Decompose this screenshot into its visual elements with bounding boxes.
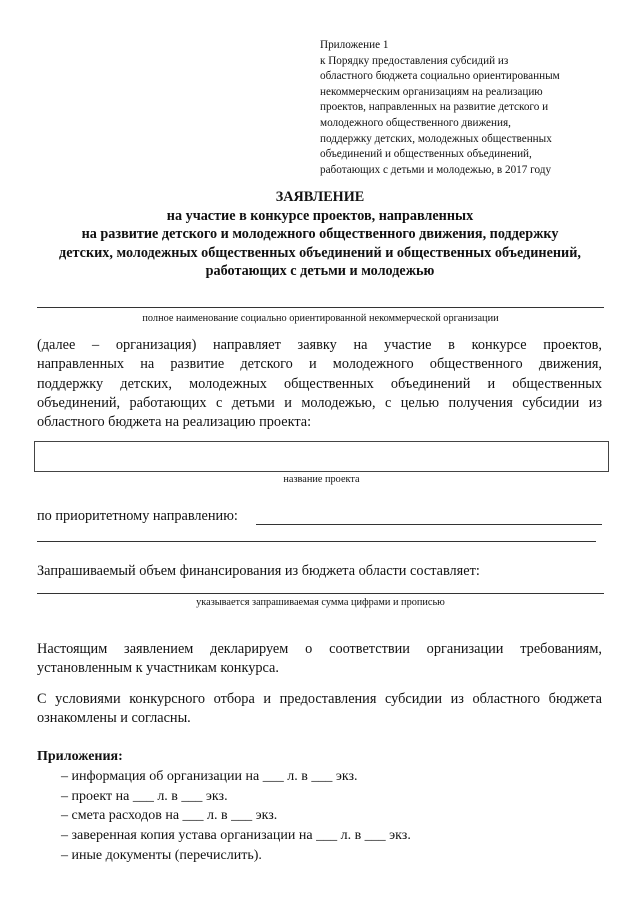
consent-line: С условиями конкурсного отбора и предоставления субсидии из областного бюджета — [37, 691, 602, 707]
attachment-item: – смета расходов на ___ л. в ___ экз. — [61, 808, 278, 824]
declaration-line: Настоящим заявлением декларируем о соответствии организации требованиям, — [37, 641, 602, 657]
intro-paragraph — [37, 336, 602, 432]
document-title — [0, 188, 640, 281]
appendix-line: объединений и общественных объединений, — [320, 148, 532, 161]
intro-line: поддержку детских, молодежных общественных объединений и общественных — [37, 375, 602, 392]
intro-line: областного бюджета на реализацию проекта: — [37, 414, 312, 431]
appendix-line: некоммерческим организациям на реализацию — [320, 85, 543, 98]
title-heading: ЗАЯВЛЕНИЕ — [275, 189, 365, 205]
consent-paragraph — [37, 690, 602, 729]
title-line: на участие в конкурсе проектов, направленных — [166, 207, 474, 224]
intro-line: объединений, работающих с детьми и молодежью, с целью получения субсидии из — [37, 394, 602, 411]
appendix-line: Приложение 1 — [320, 39, 389, 51]
appendix-line: к Порядку предоставления субсидий из — [320, 54, 509, 67]
declaration-paragraph — [37, 640, 602, 679]
org-name-caption: полное наименование социально ориентированной некоммерческой организации — [142, 313, 499, 324]
funding-label: Запрашиваемый объем финансирования из бюджета области составляет: — [37, 563, 480, 579]
intro-line: (далее – организация) направляет заявку на участие в конкурсе проектов, — [37, 337, 602, 353]
appendix-note — [320, 38, 620, 178]
appendix-line: проектов, направленных на развитие детского и — [320, 101, 549, 114]
consent-line: ознакомлены и согласны. — [37, 710, 191, 727]
appendix-line: работающих с детьми и молодежью, в 2017 году — [320, 163, 552, 176]
declaration-line: установленным к участникам конкурса. — [37, 660, 279, 677]
attachments-heading: Приложения: — [37, 749, 123, 764]
attachments-list — [37, 747, 411, 866]
appendix-line: молодежного общественного движения, — [320, 116, 511, 129]
attachment-item: – информация об организации на ___ л. в ___ экз. — [61, 768, 358, 784]
intro-line: направленных на развитие детского и молодежного общественного движения, — [37, 356, 602, 373]
attachment-item: – проект на ___ л. в ___ экз. — [61, 788, 228, 804]
appendix-line: областного бюджета социально ориентированным — [320, 70, 560, 83]
funding-caption: указывается запрашиваемая сумма цифрами и прописью — [196, 597, 445, 608]
title-line: работающих с детьми и молодежью — [205, 263, 435, 280]
funding-amount-line[interactable] — [37, 593, 604, 594]
org-name-line[interactable] — [37, 307, 604, 308]
project-name-caption: название проекта — [283, 474, 360, 485]
priority-label: по приоритетному направлению: — [37, 508, 238, 524]
project-name-field[interactable] — [34, 441, 609, 472]
attachment-item: – иные документы (перечислить). — [61, 847, 262, 863]
title-line: детских, молодежных общественных объединений и общественных объединений, — [59, 244, 581, 261]
priority-field-line-2[interactable] — [37, 541, 596, 542]
appendix-line: поддержку детских, молодежных общественных — [320, 132, 552, 145]
title-line: на развитие детского и молодежного общественного движения, поддержку — [81, 226, 559, 243]
priority-field-line[interactable] — [256, 524, 602, 525]
attachment-item: – заверенная копия устава организации на ___ л. в ___ экз. — [61, 828, 411, 844]
